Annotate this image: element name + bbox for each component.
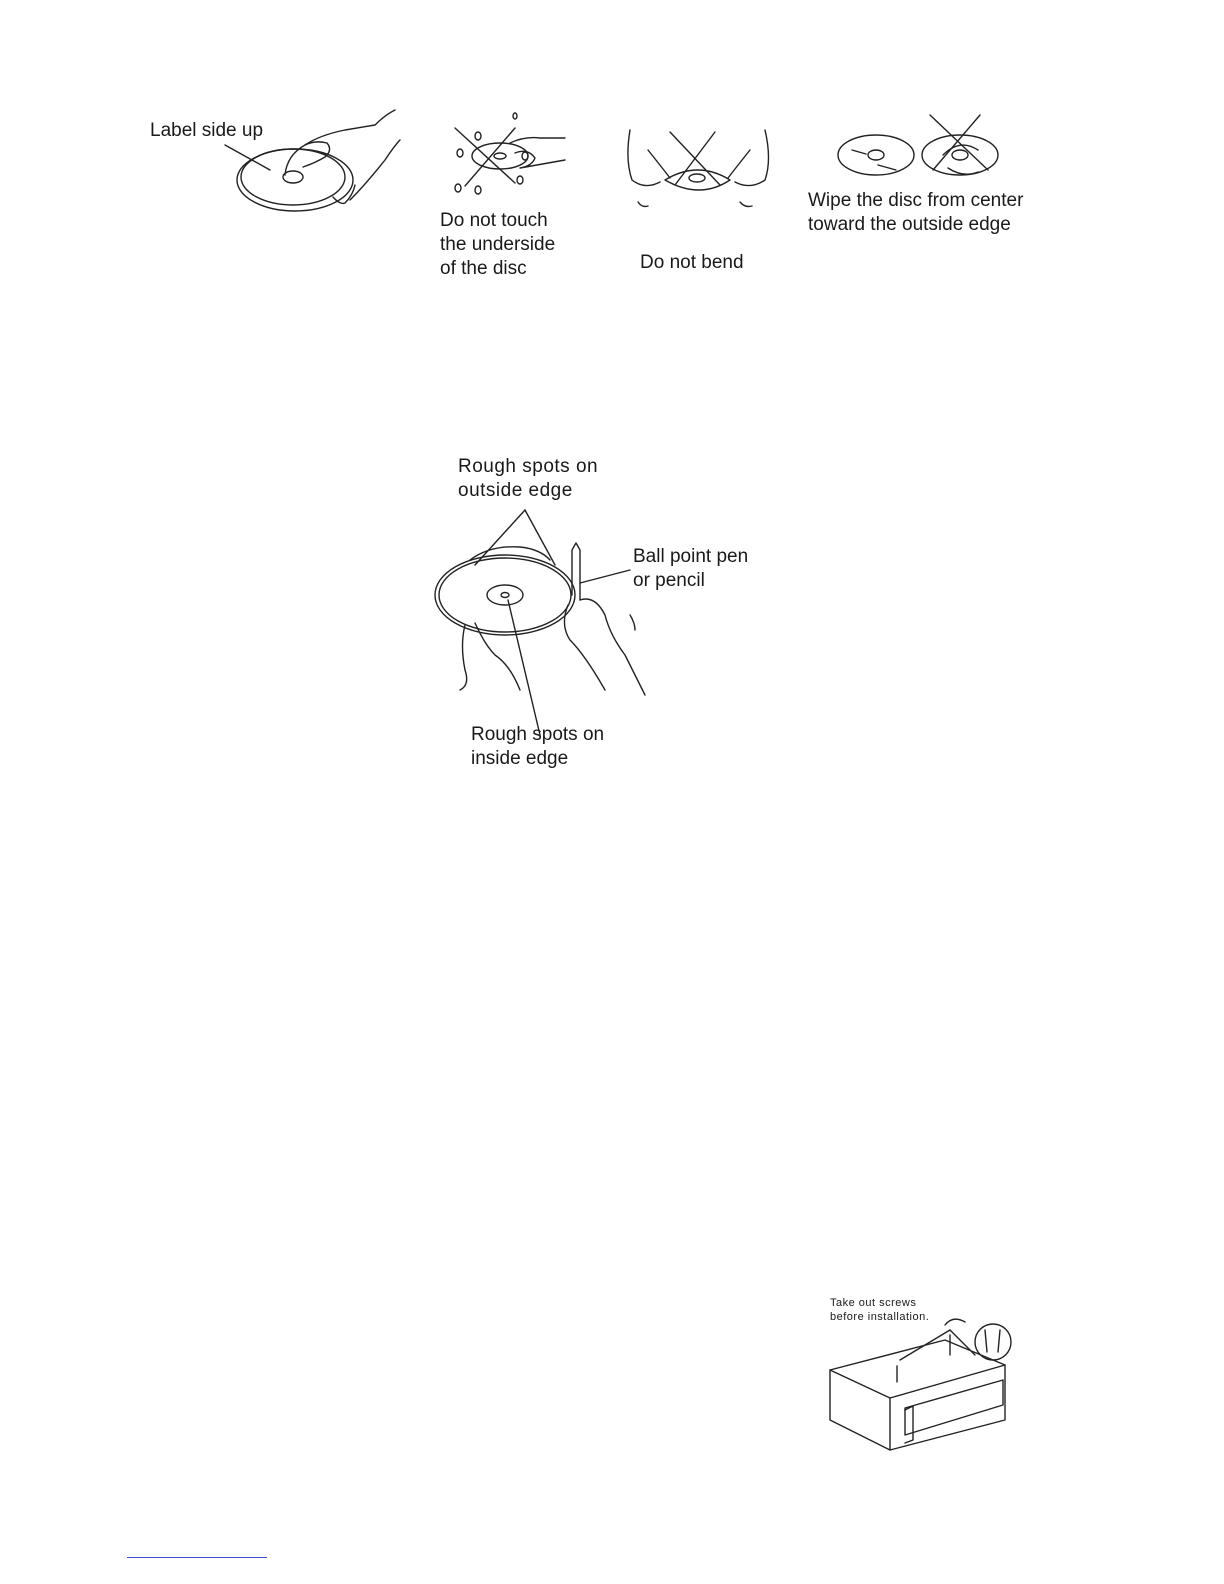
installation-unit-illustration [825, 1310, 1015, 1455]
wipe-disc-illustration [838, 110, 1008, 185]
label-side-up-caption: Label side up [150, 120, 264, 141]
rough-spots-inside-caption: Rough spots on inside edge [471, 724, 605, 769]
rough-spots-outside-caption: Rough spots on outside edge [458, 456, 599, 501]
footer-rule [127, 1557, 267, 1558]
do-not-touch-illustration [440, 108, 580, 198]
label-side-up-illustration [215, 105, 415, 215]
do-not-bend-caption: Do not bend [640, 252, 744, 273]
do-not-touch-caption: Do not touch the underside of the disc [440, 210, 556, 279]
wipe-disc-caption: Wipe the disc from center toward the outside edge [808, 190, 1024, 235]
ball-point-pen-caption: Ball point pen or pencil [633, 546, 749, 591]
rough-spots-illustration [430, 505, 660, 725]
do-not-bend-illustration [620, 120, 780, 215]
take-out-screws-caption: Take out screws before installation. [830, 1297, 930, 1323]
